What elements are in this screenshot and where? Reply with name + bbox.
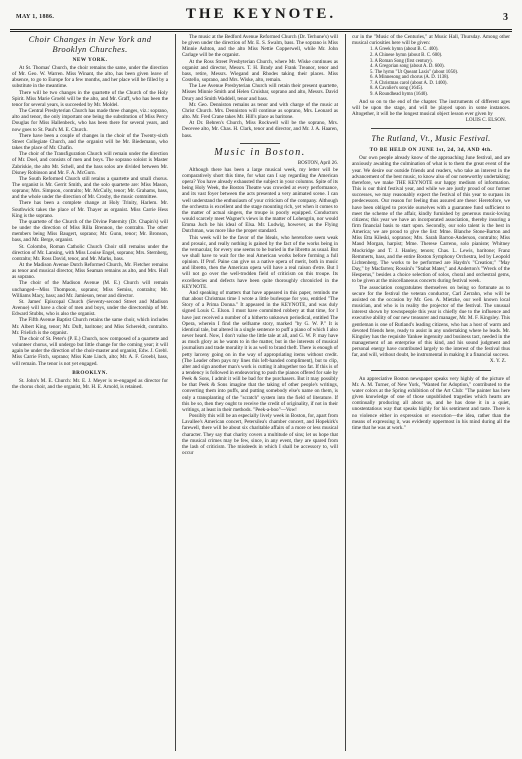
paragraph: Possibly this will be an especially lively week in Boston, for, apart from Lavallee's American concert, Petersilea's chamber concert, and Hopekirk's farewell, there will be about six charitable affairs of a more or less musical character. They say that charity covers a multitude of sins; let us hope that the musical crimes may be few, since, in any event, they are spared from the lash of criticism. The misdeeds in which I shall be accessory to, will occur <box>182 413 338 456</box>
section-divider <box>371 370 491 371</box>
paragraph: The Lee Avenue Presbyterian Church will retain their present quartette, Misses Minnie Smith and Helen Cruisbar, soprano and alto, Messrs. David Drury and Smith Waddell, tenor and bass. <box>182 83 338 102</box>
rutland-festival-heading: The Rutland, Vt., Music Festival. <box>371 134 491 144</box>
list-item: 3. A Roman Song (first century). <box>370 58 433 64</box>
festival-dates-subheading: TO BE HELD ON JUNE 1st, 2d, 3d, AND 4th. <box>369 147 493 154</box>
concert-program-list <box>370 47 510 97</box>
column-3 <box>352 34 510 753</box>
list-item: 2. A Chinese hymn (about B. C. 600). <box>370 52 443 58</box>
paragraph: St. John's M. E. Church: Mr. E. J. Meyer is re-engaged as director for the chorus choir, and the organist, Mr. H. E. Arnold, is retained. <box>12 377 168 390</box>
list-item: 7. A Christmas carol (about A. D. 1400). <box>370 80 448 86</box>
paragraph: The choir of St. Peter's (P. E.) Church, now composed of a quartette and volunteer chorus, will undergo but little change for the coming year; it will again be under the direction of the choir-master and organist, Edw. J. Grebl. Miss Carrie Fitch, soprano; Miss Kate Linch, alto; Mr. A. F. Groebl, bass, will remain. The tenor is not yet engaged. <box>12 335 168 367</box>
page-header <box>8 6 514 28</box>
section-divider <box>240 143 280 144</box>
list-item: 1. A Greek hymn (about B. C. 400). <box>370 47 439 53</box>
music-in-boston-heading: Music in Boston. <box>214 146 306 158</box>
paragraph: The South Reformed Church still retains a quartette and small chorus. The organist is Mr. Gerrit Smith, and the solo quartette are: Miss Mason, soprano; Mrs. Simpson, contralto; Mr. McCully, tenor; Mr. Grahams, bass, and the whole under the direction of Mr. Crosby, the music committee. <box>12 175 168 201</box>
paragraph: At the Ross Street Presbyterian Church, where Mr. Wiske continues as organist and director, Messrs. T. H. Brady and Frank Treanor, tenor and bass, retire, Messrs. Wiegand and Rhodes taking their places. Miss Costello, soprano, and Mrs. Wiske, alto, remain. <box>182 58 338 84</box>
paragraph: At Dr. Behren's Church, Miss Rockwell will be the soprano, Mrs. Decevee alto, Mr. Chas. H. Clark, tenor and director, and Mr. J. A. Haaren, bass. <box>182 120 338 139</box>
paragraph: There will be two changes in the quartette of the Church of the Holy Spirit. Miss Marie Groebl will be the alto, and Mr. Graff, who has been the tenor for several years, is succeeded by Mr. Moldel. <box>12 89 168 108</box>
heading-line: Choir Changes in New York and <box>28 34 152 44</box>
new-york-subheading: NEW YORK. <box>72 57 108 63</box>
page-number: 3 <box>503 12 508 23</box>
paragraph: Our own people already know of the approaching June festival, and are anxiously awaiting the culmination of what is to them the great event of the year. We desire our outside friends and readers, who take an interest in the advancement of the best music, to know also of our noteworthy undertaking; therefore, we make THE KEYNOTE our happy medium of information. This is our third festival year, and while we are justly proud of our former successes, we may reasonably expect the festival of this year to surpass its predecessors. Our reason for feeling thus assured are these: Heretofore, we have been obliged to provide ourselves with a guarantee fund sufficient to meet the scheme of the affair, kindly furnished by generous music-loving citizens; this year we have an incorporated association, thereby insuring a firm financial basis to start upon. Secondly, our solo talent is the best in America; we are proud to give the list: Mme. Blanche Stone-Barton and Miss Etta Kileski, sopranos; Mrs. Sarah Barron-Anderson, contralto; Miss Maud Morgan, harpist; Mme. Therese Carreno, solo pianiste; Whitney Mockridge and T. J. Hanley, tenors; Chas. L. Lewis, baritone; Franz Remmerts, bass, and the entire Boston Symphony Orchestra, led by Leopold Lichtenberg. The works to be performed are Haydn's "Creation;" "May Day," by Macfarren; Rossini's "Stabat Mater," and Anderton's "Wreck of the Hesperus," besides a choice selection of solos, choral and orchestral gems, to be given at the miscellaneous concerts during festival week. <box>352 155 510 285</box>
list-item: 8. A Cavalier's song (1645). <box>370 86 424 92</box>
paragraph: At the Madison Avenue Dutch Reformed Church, Mr. Fletcher remains as tenor and musical director, Miss Seaman remains as alto, and Mrs. Hull as soprano. <box>12 262 168 281</box>
paragraph: There have been a couple of changes in the choir of the Twenty-sixth Street Collegiate Church, and the organist will be Mr. Biedemann, who takes the place of Mr. Chafin. <box>12 132 168 152</box>
paragraph: Mr. Geo. Denniston remains as tenor and with charge of the music at Christ Church. Mrs. Denniston will continue as soprano, Mrs. Leonard as alto. Mr. Fred Crane takes Mr. Hill's place as baritone. <box>182 101 338 121</box>
column-1 <box>12 34 168 753</box>
paragraph: Although there has been a large musical week, my letter will be comparatively short this time, for what can I say regarding the American opera? You have already exhausted the subject in your columns. Spite of its being Holy Week, the Boston Theatre was crowded at every performance, and its vast foyer between the acts presented a very animated scene. I can well understand the enthusiasm of your criticism of the company. Although the orchestra is excellent and the stage mounting rich, yet when it comes to the matter of actual singers, the troupe is poorly equipped. Conductors would scarcely meet Wagner's views in the matter of Lohengrin, nor would Emma Juch be his ideal of Elsa. Mr. Ludwig, however, as the Flying Dutchman, was more like the proper standard. <box>182 166 338 235</box>
paragraph: The choir of the Madison Avenue (M. E.) Church will remain unchanged—Miss Thompson, soprano; Miss Semiss, contralto; Mr. Williams Macy, bass; and Mr. Jamieson, tenor and director. <box>12 280 168 299</box>
list-item: 4. A Gregorian song (about A. D. 600). <box>370 64 445 70</box>
masthead-title: THE KEYNOTE. <box>185 6 337 22</box>
paragraph: This week will be the favor of the Ideals, who heretofore seem weak and prosaic, and really nothing is gained by the fact of the works being in the vernacular, for every one seems to be buried in the libretto as usual. But we shall have to wait for the real American works before forming a full opinion. If Prof. Paine can give us a native opera of merit, both in music and libretto, then the American opera will have a real raison d'etre. But I will not go over the well-trodden field of criticism on this troupe. Its excellencies and defects have been quite thoroughly chronicled in the KEYNOTE. <box>182 234 338 290</box>
paragraph: The Central Presbyterian Church has made three changes, viz.: soprano, alto and tenor, the only important one being the substitution of Miss Percy Douglas for Miss Hallenbeck, who has been there for several years, and now goes to St. Paul's M. E. Church. <box>12 108 168 133</box>
paragraph: The association congratulates themselves on being so fortunate as to secure for the festival the veteran conductor, Carl Zerrahn, who will be assisted on the occasion by Mr. Geo. A. Mietzke, our well known local musician, and who is in reality the projector of the festival. The unusual interest shown by townspeople this year is chiefly due to the influence and executive ability of our new treasurer and manager, Mr. M. F. Kingsley. This gentleman is one of Rutland's leading citizens, who has a host of warm and devoted friends here, ready to assist in any undertaking where he leads. Mr. Kingsley has the requisite Yankee ingenuity and business tact, needed in the management of an enterprise of this kind, and his sound judgment and personal energy have contributed largely to the interest of the festival thus far, and will, without doubt, be instrumental in making it a financial success. <box>352 284 510 359</box>
brooklyn-subheading: BROOKLYN. <box>72 369 108 376</box>
paragraph: And speaking of matters that have appeared in this paper, reminds me that about Christmas time I wrote a little burlesque for you, entitled "The Story of a Prima Donna." It appeared in the KEYNOTE, and was duly signed Louis C. Elson. I must have committed robbery at that time, for I have just received a number of a hitherto unknown periodical, entitled The Opera, wherein I find the selfsame story, marked "by G. W. P." It is identical tale, but altered in a single sentence to puff a piano of which I also never heard. Now, I don't value the little tale at all, and G. W. P. may have as much glory as he wants to in the matter, but in the interests of musical journalism and trade morality it is as well to brand theft. There is enough of petty larceny going on in the way of appropriating items without credit. (The Leader often pays my lines this left-handed compliment), but to clip, alter and sign another man's work is cutting it altogether too fat. If this is of a tendency is followed in endeavoring to push the pianos offered for sale by Peek & Sons, I admit it will be bad for the purchasers. But it may possibly be that Peek & Sons imagine that the taking of other people's writings, converting them into puffs, and putting somebody else's name on them, is only a transplanting of the "scratch" system into the field of literature. If this be so, then they ought to receive the credit of originality, if not in their writings, at least in their methods. "Peek-a-boo"—Vow! <box>182 289 338 413</box>
paragraph: At St. Thomas' Church, the choir remains the same, under the direction of Mr. Geo. W. Warren. Miss Winant, the alto, has been given leave of absence, to go to Europe for a few months, and her place will be filled by a substitute in the meantime. <box>12 65 168 90</box>
header-rule-2 <box>10 31 512 32</box>
new-york-section <box>12 65 168 367</box>
paragraph: cur in the "Music of the Centuries," at Music Hall, Thursday. Among other musical curiosities here will be given: <box>352 34 510 47</box>
paragraph: An appreciative Boston newspaper speaks very highly of the picture of Mr. A. M. Turner, of New York, "Wanted for Adoption," contributed to the water colors at the Spring exhibition of the Art Club: "The painter has here given knowledge of one of those unpublished tragedies which hearts are continually producing all about us, and he has done it in a quiet, unostentatious way that speaks highly for his sentiment and taste. There is no violence either in expression or execution—the idea, rather than the means of expressing it, was evidently uppermost in his mind during all the time that he was at work." <box>352 375 510 431</box>
section-divider <box>371 128 491 129</box>
paragraph: The music at the Bedford Avenue Reformed Church (Dr. Terhune's) will be given under the direction of Mr. E. S. Swalm, bass. The soprano is Miss Minnie Ashton, and the alto Miss Nettie Copperwell, while Mr. John Carlage will be the organist. <box>182 34 338 59</box>
author-signature: LOUIS C. ELSON. <box>465 117 506 124</box>
paragraph: And so on to the end of the chapter. The instruments of different ages will be upon the stage, and will be played upon in some instances. Altogether, it will be the longest musical object lesson ever given by <box>352 98 510 117</box>
list-item: 6. A Minnesong and chorus (A. D. 1138). <box>370 75 450 81</box>
paragraph: The quartette of the Church of the Divine Paternity (Dr. Chapin's) will be under the direction of Miss Rilla Brennon, the contralto. The other members being Miss Baugert, soprano; Mr. Gunn, tenor; Mr. Bronson, bass, and Mr. Berge, organist. <box>12 218 168 244</box>
dateline: BOSTON, April 26. <box>297 160 338 166</box>
paragraph: St. James' Episcopal Church (Seventy-second Street and Madison Avenue) will have a choir of men and boys, under the directorship of Mr. Edward Stubbs, who is also the organist. <box>12 298 168 318</box>
column-2 <box>182 34 338 753</box>
list-item: 9. A Roundhead hymn (1640). <box>370 92 429 98</box>
list-item: 5. The hymn "Ut Queant Laxis" (about 1050). <box>370 69 459 75</box>
paragraph: The choir of the Transfiguration Church will remain under the direction of Mr. Doel, and consists of men and boys. The soprano soloist is Master Zabriskie, the alto Mr. Schell, and the bass solos are divided between Mr. Disney Robinson and Mr. F. A. McGurn. <box>12 151 168 176</box>
header-rule <box>10 29 512 30</box>
heading-line: Brooklyn Churches. <box>52 44 128 54</box>
author-signature: X. Y. Z. <box>489 358 506 365</box>
choir-changes-heading <box>12 34 168 54</box>
column-rule <box>345 34 346 751</box>
column-rule <box>175 34 176 751</box>
paragraph: St. Colombo, Roman Catholic Church Choir still remains under the direction of Mr. Lansing, with Miss Louise Engel, soprano; Mrs. Sternberg, contralto; Mr. Ross David, tenor, and Mr. Marks, bass. <box>12 243 168 262</box>
paragraph: The Fifth Avenue Baptist Church retains the same choir, which includes Mr. Albert King, tenor; Mr. Duft, baritone; and Miss Schereidt, contralto. Mr. Frielich is the organist. <box>12 317 168 336</box>
paragraph: There has been a complete change at Holy Trinity, Harlem. Mr. Southwick takes the place of Mr. Thayer as organist. Miss Carrie Hess King is the soprano. <box>12 200 168 219</box>
issue-date: MAY 1, 1886. <box>16 14 55 20</box>
